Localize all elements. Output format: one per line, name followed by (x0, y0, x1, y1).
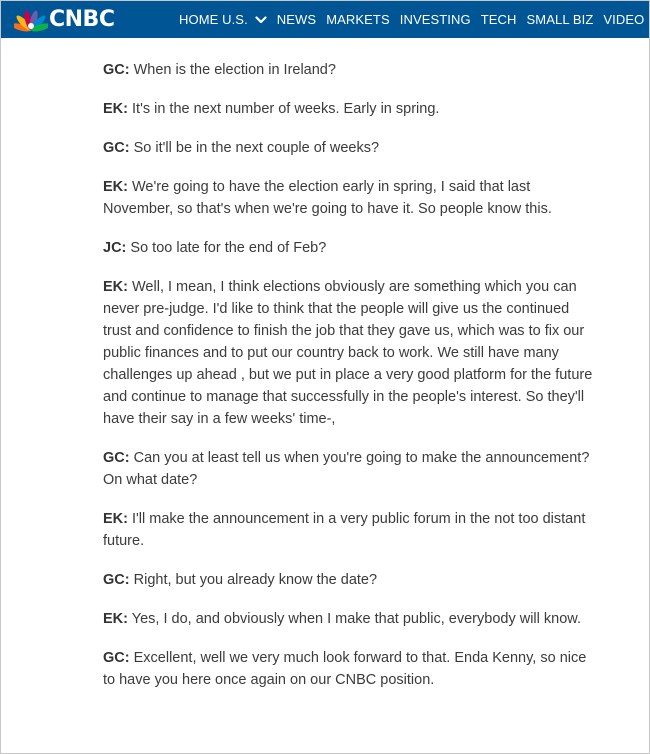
transcript-line (103, 608, 593, 630)
speaker-label: GC: (103, 572, 130, 588)
line-text: So it'll be in the next couple of weeks? (129, 140, 380, 156)
transcript-line (103, 176, 593, 220)
nav-item-investing[interactable]: INVESTING (399, 12, 471, 27)
transcript-line (103, 137, 593, 159)
line-text: So too late for the end of Feb? (126, 240, 327, 256)
speaker-label: GC: (103, 62, 130, 78)
speaker-label: JC: (103, 240, 127, 256)
speaker-label: EK: (103, 511, 128, 527)
speaker-label: GC: (103, 140, 130, 156)
transcript-line (103, 569, 593, 591)
cnbc-logo[interactable] (14, 1, 114, 38)
transcript-line (103, 59, 593, 81)
nav-item-markets[interactable]: MARKETS (326, 12, 390, 27)
top-navbar (1, 1, 650, 38)
nav-item-label: HOME U.S. (179, 12, 248, 27)
logo-wordmark: CNBC (49, 7, 115, 32)
line-text: Can you at least tell us when you're going to make the announcement? On what date? (103, 450, 590, 488)
line-text: Well, I mean, I think elections obviously are something which you can never pre-judge. I'd like to think that the people will give us the continued trust and confidence to finish the job that they gave us, which was to fix our public finances and to put our country back to work. We still have many challenges up ahead , but we put in place a very good platform for the future and continue to manage that successfully in the people's interest. So they'll have their say in a few weeks' time-, (103, 279, 593, 427)
article-transcript (103, 59, 593, 708)
nbc-peacock-icon (14, 8, 48, 32)
line-text: Yes, I do, and obviously when I make that public, everybody will know. (127, 611, 581, 627)
transcript-line (103, 98, 593, 120)
line-text: We're going to have the election early in spring, I said that last November, so that's when we're going to have it. So people know this. (103, 179, 552, 217)
nav-item-video[interactable]: VIDEO (603, 12, 645, 27)
main-nav (179, 1, 650, 38)
transcript-line (103, 237, 593, 259)
speaker-label: EK: (103, 279, 128, 295)
nav-item-home-us[interactable] (179, 12, 267, 27)
line-text: Right, but you already know the date? (129, 572, 378, 588)
speaker-label: EK: (103, 179, 128, 195)
line-text: When is the election in Ireland? (129, 62, 336, 78)
line-text: I'll make the announcement in a very public forum in the not too distant future. (103, 511, 586, 549)
transcript-line (103, 276, 593, 430)
chevron-down-icon[interactable] (255, 14, 267, 26)
transcript-line (103, 447, 593, 491)
line-text: Excellent, well we very much look forward to that. Enda Kenny, so nice to have you here once again on our CNBC position. (103, 650, 587, 688)
line-text: It's in the next number of weeks. Early in spring. (127, 101, 440, 117)
speaker-label: GC: (103, 450, 130, 466)
speaker-label: GC: (103, 650, 130, 666)
speaker-label: EK: (103, 611, 128, 627)
speaker-label: EK: (103, 101, 128, 117)
nav-item-tech[interactable]: TECH (480, 12, 517, 27)
transcript-line (103, 508, 593, 552)
nav-item-news[interactable]: NEWS (276, 12, 317, 27)
nav-item-small-biz[interactable]: SMALL BIZ (526, 12, 594, 27)
transcript-line (103, 647, 593, 691)
